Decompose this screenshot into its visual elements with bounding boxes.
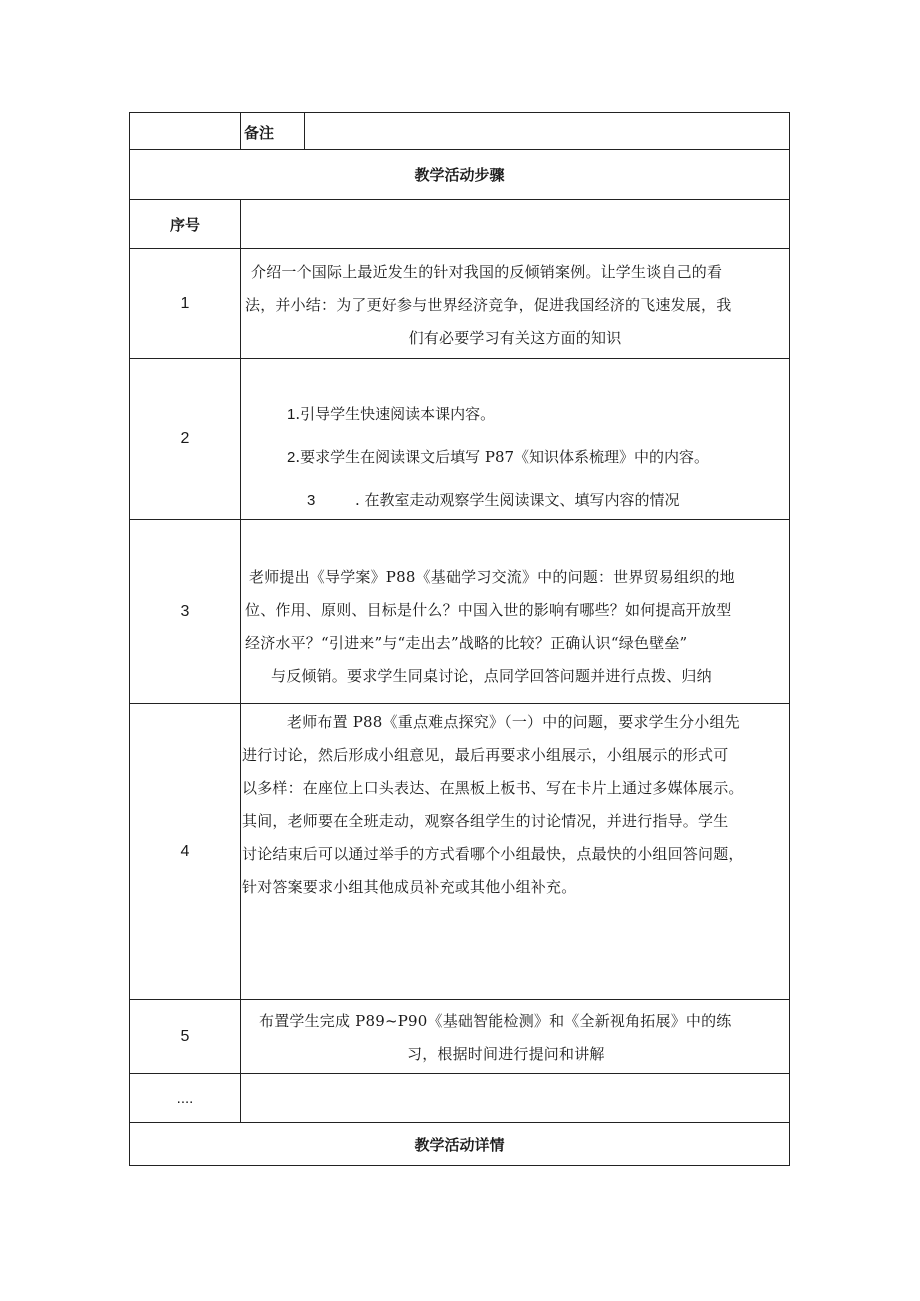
step-list-item-text: .要求学生在阅读课文后填写 P87《知识体系梳理》中的内容。 bbox=[295, 448, 710, 466]
step-list-item-number: 3 bbox=[307, 492, 316, 509]
step-row-1 bbox=[129, 249, 790, 359]
step-content-cell bbox=[241, 249, 789, 358]
ellipsis-cell bbox=[130, 1074, 241, 1122]
step-list-item bbox=[307, 489, 680, 510]
step-number: 5 bbox=[180, 1027, 190, 1045]
step-number: 2 bbox=[180, 430, 190, 447]
step-text-line: 以多样：在座位上口头表达、在黑板上板书、写在卡片上通过多媒体展示。 bbox=[242, 779, 744, 797]
step-text-line: 老师提出《导学案》P88《基础学习交流》中的问题：世界贸易组织的地 bbox=[249, 568, 735, 586]
step-list-item-text: .引导学生快速阅读本课内容。 bbox=[295, 405, 496, 423]
step-row-3 bbox=[129, 520, 790, 704]
step-list-item-number: 1 bbox=[287, 406, 296, 423]
remark-empty-cell bbox=[130, 113, 241, 149]
step-row-5 bbox=[129, 1000, 790, 1074]
step-number: 3 bbox=[180, 602, 190, 620]
step-content-cell bbox=[241, 1000, 789, 1073]
lesson-table bbox=[129, 112, 790, 1166]
step-list-item-number: 2 bbox=[287, 449, 296, 466]
step-number-cell bbox=[130, 359, 241, 519]
seq-header-content-cell bbox=[241, 200, 789, 248]
step-text-line: 介绍一个国际上最近发生的针对我国的反倾销案例。让学生谈自己的看 bbox=[251, 263, 723, 281]
step-text-line: 讨论结束后可以通过举手的方式看哪个小组最快，点最快的小组回答问题， bbox=[242, 845, 744, 863]
ellipsis-text: .... bbox=[176, 1089, 194, 1107]
details-section-header bbox=[129, 1123, 790, 1166]
step-number: 1 bbox=[180, 294, 190, 312]
step-text-line: 针对答案要求小组其他成员补充或其他小组补充。 bbox=[242, 878, 577, 896]
details-section-title: 教学活动详情 bbox=[414, 1135, 505, 1154]
step-row-4 bbox=[129, 704, 790, 1000]
step-content-cell bbox=[241, 520, 789, 703]
step-list-item bbox=[287, 403, 495, 424]
step-content-cell bbox=[241, 359, 789, 519]
step-number-cell bbox=[130, 249, 241, 358]
step-number: 4 bbox=[180, 842, 190, 860]
step-number-cell bbox=[130, 1000, 241, 1073]
step-text-line: 进行讨论，然后形成小组意见，最后再要求小组展示，小组展示的形式可 bbox=[242, 746, 729, 764]
step-text-line: 经济水平？“引进来”与“走出去”战略的比较？正确认识“绿色壁垒” bbox=[245, 634, 688, 652]
step-text-line: 与反倾销。要求学生同桌讨论，点同学回答问题并进行点拨、归纳 bbox=[271, 667, 712, 685]
step-number-cell bbox=[130, 520, 241, 703]
steps-section-header bbox=[129, 150, 790, 200]
remark-row bbox=[129, 112, 790, 150]
step-text-line: 位、作用、原则、目标是什么？中国入世的影响有哪些？如何提高开放型 bbox=[245, 601, 732, 619]
seq-header-row bbox=[129, 200, 790, 249]
step-text-line: 法，并小结：为了更好参与世界经济竞争，促进我国经济的飞速发展，我 bbox=[245, 296, 732, 314]
remark-label-cell bbox=[241, 113, 305, 149]
seq-header: 序号 bbox=[169, 215, 200, 234]
step-content-cell bbox=[241, 704, 789, 999]
ellipsis-row bbox=[129, 1074, 790, 1123]
step-text-line: 布置学生完成 P89~P90《基础智能检测》和《全新视角拓展》中的练 bbox=[259, 1012, 732, 1030]
step-text-line: 习，根据时间进行提问和讲解 bbox=[407, 1045, 605, 1063]
step-text-line: 其间，老师要在全班走动，观察各组学生的讨论情况，并进行指导。学生 bbox=[242, 812, 729, 830]
remark-label: 备注 bbox=[244, 124, 275, 142]
step-text-line: 老师布置 P88《重点难点探究》（一）中的问题，要求学生分小组先 bbox=[287, 713, 740, 731]
step-list-item bbox=[287, 446, 709, 467]
step-row-2 bbox=[129, 359, 790, 520]
step-list-item-text: . 在教室走动观察学生阅读课文、填写内容的情况 bbox=[355, 491, 680, 509]
ellipsis-content-cell bbox=[241, 1074, 789, 1122]
seq-header-cell bbox=[130, 200, 241, 248]
steps-section-title: 教学活动步骤 bbox=[414, 166, 505, 184]
step-text-line: 们有必要学习有关这方面的知识 bbox=[408, 329, 622, 347]
remark-value-cell bbox=[305, 113, 789, 149]
step-number-cell bbox=[130, 704, 241, 999]
